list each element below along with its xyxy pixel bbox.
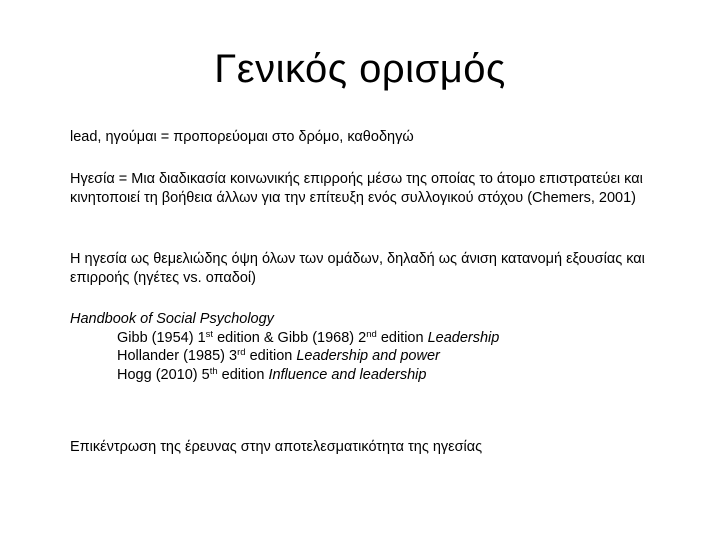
lead-etymology: lead, ηγούμαι = προπορεύομαι στο δρόμο, καθοδηγώ: [70, 129, 414, 145]
handbook-heading: Handbook of Social Psychology: [70, 311, 274, 327]
handbook-entry-hogg: Hogg (2010) 5th edition Influence and leadership: [117, 365, 427, 383]
slide-title: Γενικός ορισμός: [214, 47, 506, 91]
research-focus: Επικέντρωση της έρευνας στην αποτελεσματικότητα της ηγεσίας: [70, 439, 483, 455]
leadership-foundation: Η ηγεσία ως θεμελιώδης όψη όλων των ομάδων, δηλαδή ως άνιση κατανομή εξουσίας και επιρροής (ηγέτες vs. οπαδοί): [70, 251, 645, 286]
leadership-definition: Ηγεσία = Μια διαδικασία κοινωνικής επιρροής μέσω της οποίας το άτομο επιστρατεύει και κινητοποιεί τη βοήθεια άλλων για την επίτευξη ενός συλλογικού στόχου (Chemers, 2001): [70, 171, 643, 206]
handbook-entry-gibb: Gibb (1954) 1st edition & Gibb (1968) 2nd edition Leadership: [117, 328, 500, 346]
handbook-entry-hollander: Hollander (1985) 3rd edition Leadership and power: [117, 347, 440, 364]
handbook-list: [70, 310, 695, 384]
